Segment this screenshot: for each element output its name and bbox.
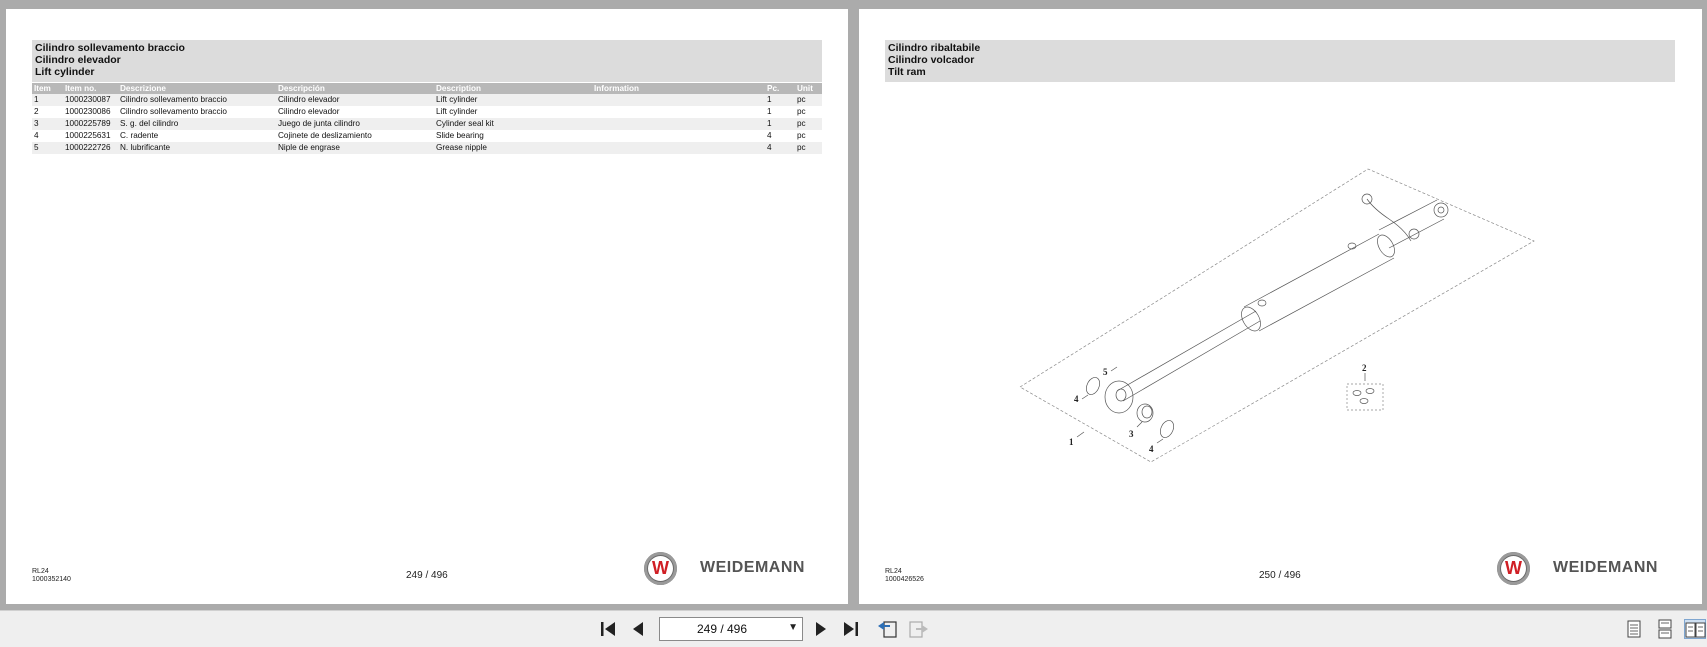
next-page-icon [810, 619, 832, 639]
cell-descripcion: Cilindro elevador [276, 106, 434, 118]
seal-ring [1366, 389, 1374, 394]
table-row [32, 106, 822, 118]
cell-descripcion: Juego de junta cilindro [276, 118, 434, 130]
cell-information [592, 94, 765, 106]
cell-descrizione: N. lubrificante [118, 142, 276, 154]
title-english: Lift cylinder [35, 66, 95, 78]
cell-description: Grease nipple [434, 142, 592, 154]
grease-nipple-mid [1258, 300, 1266, 306]
cell-item: 5 [32, 142, 63, 154]
cell-pc: 4 [765, 142, 795, 154]
next-page-button[interactable] [810, 619, 832, 639]
seal-ring [1360, 399, 1368, 404]
slide-bearing-left [1084, 375, 1102, 396]
drawing-ground-plane [1020, 169, 1534, 462]
single-page-view-button[interactable] [1623, 619, 1645, 639]
leader-line [1082, 395, 1088, 399]
fork-eye-bottom [1409, 229, 1419, 239]
slide-bearing-right [1158, 418, 1176, 439]
cell-unit: pc [795, 130, 822, 142]
cell-descrizione: Cilindro sollevamento braccio [118, 94, 276, 106]
left-page [6, 9, 848, 604]
title-english: Tilt ram [888, 66, 926, 78]
cell-pc: 1 [765, 94, 795, 106]
cell-description: Cylinder seal kit [434, 118, 592, 130]
go-forward-button[interactable] [908, 619, 930, 639]
cell-unit: pc [795, 106, 822, 118]
cell-description: Slide bearing [434, 130, 592, 142]
header-item-no: Item no. [63, 83, 118, 94]
footer-code [32, 568, 71, 584]
cell-information [592, 106, 765, 118]
cell-item: 1 [32, 94, 63, 106]
callout-5: 5 [1103, 367, 1108, 377]
header-unit: Unit [795, 83, 822, 94]
callout-1: 1 [1069, 437, 1074, 447]
two-page-view-button[interactable] [1684, 619, 1706, 639]
left-page-title-block [32, 40, 822, 82]
rear-eye [1434, 203, 1448, 217]
title-spanish: Cilindro elevador [35, 54, 121, 66]
dropdown-arrow-icon[interactable]: ▼ [788, 622, 798, 633]
fork-arm [1367, 199, 1411, 241]
cylinder-barrel-bottom [1259, 258, 1394, 331]
first-page-icon [598, 619, 620, 639]
cell-item: 2 [32, 106, 63, 118]
last-page-icon [840, 619, 862, 639]
leader-line [1157, 439, 1163, 443]
title-italian: Cilindro sollevamento braccio [35, 42, 185, 54]
footer-page-number: 249 / 496 [406, 570, 448, 581]
cell-item-no: 1000222726 [63, 142, 118, 154]
leader-line [1137, 422, 1142, 427]
logo-letter: W [1501, 556, 1526, 581]
cell-pc: 4 [765, 130, 795, 142]
leader-line [1077, 432, 1084, 437]
footer-page-number: 250 / 496 [1259, 570, 1301, 581]
logo-letter: W [648, 556, 673, 581]
footer-doc-number: 1000426526 [885, 576, 924, 583]
table-row [32, 94, 822, 106]
cylinder-exploded-drawing [859, 9, 1702, 604]
seal-kit-part-inner [1142, 406, 1152, 418]
footer-code [885, 568, 924, 584]
title-italian: Cilindro ribaltabile [888, 42, 981, 54]
cell-descrizione: Cilindro sollevamento braccio [118, 106, 276, 118]
brand-wordmark: WEIDEMANN [1553, 559, 1658, 576]
continuous-view-button[interactable] [1654, 619, 1676, 639]
cell-pc: 1 [765, 106, 795, 118]
cell-descrizione: S. g. del cilindro [118, 118, 276, 130]
callout-3: 3 [1129, 429, 1134, 439]
cell-unit: pc [795, 142, 822, 154]
header-pc: Pc. [765, 83, 795, 94]
page-number-value: 249 / 496 [696, 622, 748, 636]
cell-unit: pc [795, 118, 822, 130]
footer-model: RL24 [885, 568, 902, 575]
previous-page-icon [628, 619, 650, 639]
footer-model: RL24 [32, 568, 49, 575]
footer-doc-number: 1000352140 [32, 576, 71, 583]
cell-unit: pc [795, 94, 822, 106]
title-spanish: Cilindro volcador [888, 54, 975, 66]
rod-eye [1105, 381, 1133, 413]
go-forward-icon [908, 619, 930, 639]
rod-eye-bore [1116, 389, 1126, 401]
two-page-view-icon [1685, 620, 1707, 640]
header-descrizione: Descrizione [118, 83, 276, 94]
cell-item: 3 [32, 118, 63, 130]
header-item: Item [32, 83, 63, 94]
leader-line [1111, 367, 1117, 371]
parts-table [32, 83, 822, 154]
right-page [859, 9, 1702, 604]
cell-description: Lift cylinder [434, 94, 592, 106]
header-information: Information [592, 83, 765, 94]
cell-information [592, 130, 765, 142]
go-back-icon [876, 619, 898, 639]
callout-4b: 4 [1149, 444, 1154, 454]
cell-information [592, 142, 765, 154]
previous-page-button[interactable] [628, 619, 650, 639]
brand-wordmark: WEIDEMANN [700, 559, 805, 576]
cell-pc: 1 [765, 118, 795, 130]
mount-bar-bottom [1389, 219, 1444, 248]
cell-information [592, 118, 765, 130]
weidemann-logo-icon [644, 552, 677, 585]
go-back-button[interactable] [876, 619, 898, 639]
cylinder-rear [1374, 232, 1398, 260]
seal-ring [1353, 391, 1361, 396]
weidemann-logo-icon [1497, 552, 1530, 585]
header-description: Description [434, 83, 592, 94]
cell-descripcion: Niple de engrase [276, 142, 434, 154]
mount-bar-top [1379, 200, 1437, 230]
cell-descripcion: Cojinete de deslizamiento [276, 130, 434, 142]
single-page-view-icon [1623, 619, 1645, 639]
cell-descripcion: Cilindro elevador [276, 94, 434, 106]
table-row [32, 130, 822, 142]
callout-4: 4 [1074, 394, 1079, 404]
piston-rod [1117, 311, 1256, 391]
first-page-button[interactable] [598, 619, 620, 639]
cell-descrizione: C. radente [118, 130, 276, 142]
cell-item-no: 1000230087 [63, 94, 118, 106]
table-row [32, 142, 822, 154]
seal-kit-box [1347, 384, 1383, 410]
callout-2: 2 [1362, 363, 1367, 373]
cell-item: 4 [32, 130, 63, 142]
piston-rod-edge [1123, 321, 1260, 401]
grease-nipple-top [1348, 243, 1356, 249]
cylinder-barrel-top [1244, 234, 1379, 307]
continuous-view-icon [1654, 619, 1676, 639]
header-descripcion: Descripción [276, 83, 434, 94]
page-number-field[interactable] [659, 617, 803, 641]
cell-item-no: 1000225631 [63, 130, 118, 142]
last-page-button[interactable] [840, 619, 862, 639]
rear-eye-bore [1438, 207, 1444, 213]
table-row [32, 118, 822, 130]
cell-item-no: 1000225789 [63, 118, 118, 130]
cell-description: Lift cylinder [434, 106, 592, 118]
table-header-row [32, 83, 822, 94]
viewer-toolbar [0, 610, 1707, 647]
cell-item-no: 1000230086 [63, 106, 118, 118]
